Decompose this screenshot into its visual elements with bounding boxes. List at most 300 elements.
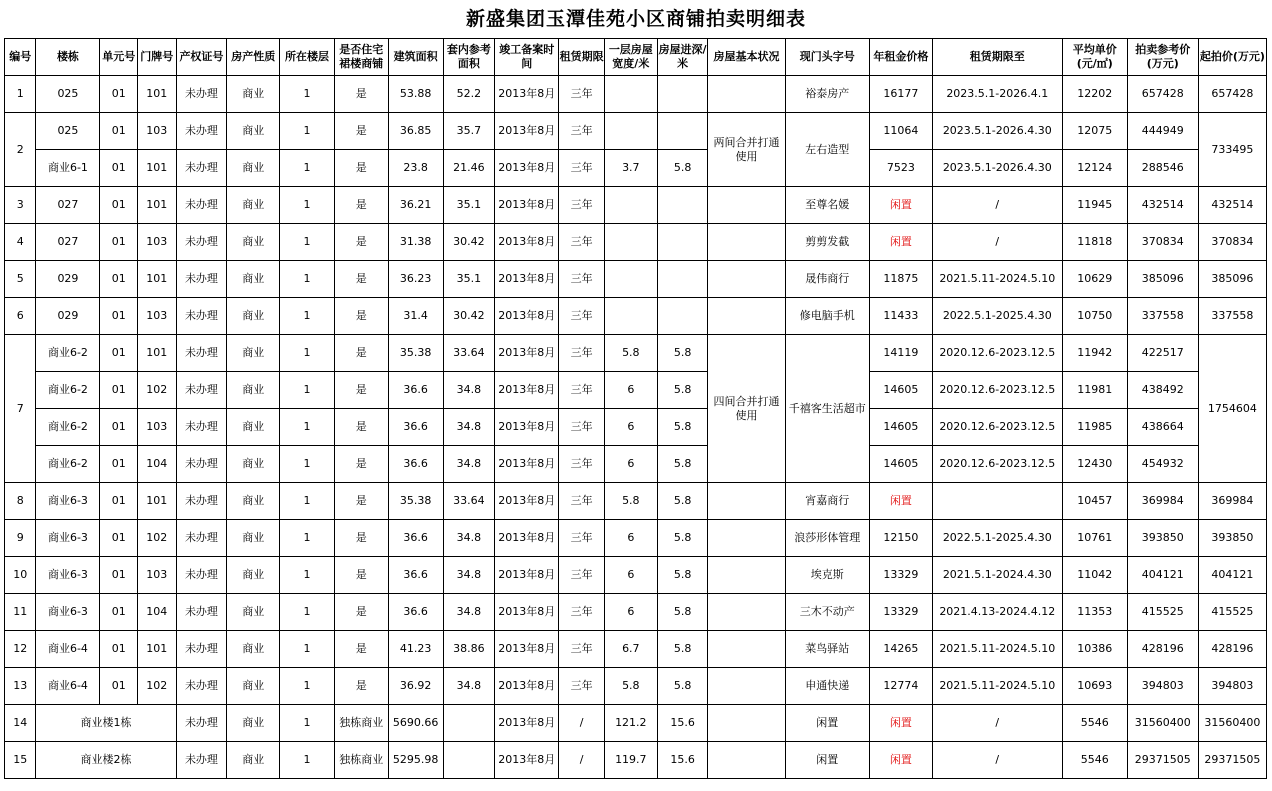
table-cell: 01 xyxy=(100,335,138,372)
table-cell: 2022.5.1-2025.4.30 xyxy=(932,298,1062,335)
table-cell: 1 xyxy=(280,409,335,446)
table-cell: 5546 xyxy=(1062,705,1127,742)
table-cell: 未办理 xyxy=(176,372,227,409)
start-price-cell: 733495 xyxy=(1198,113,1266,187)
table-cell xyxy=(657,76,708,113)
table-cell: 01 xyxy=(100,446,138,483)
table-cell: 三年 xyxy=(559,113,605,150)
header-cell: 起拍价(万元) xyxy=(1198,39,1266,76)
table-cell: 三年 xyxy=(559,446,605,483)
table-cell: 2013年8月 xyxy=(495,631,559,668)
table-cell: 1 xyxy=(280,742,335,779)
table-cell: 36.6 xyxy=(388,520,443,557)
table-cell: 29371505 xyxy=(1127,742,1198,779)
table-cell: 商业6-4 xyxy=(36,631,100,668)
table-cell: 是 xyxy=(334,594,388,631)
table-cell: 三年 xyxy=(559,150,605,187)
table-cell: / xyxy=(559,705,605,742)
table-cell: 35.1 xyxy=(443,187,495,224)
table-cell: 商业6-1 xyxy=(36,150,100,187)
header-cell: 现门头字号 xyxy=(785,39,869,76)
rent-cell: 13329 xyxy=(869,557,932,594)
table-cell: 2013年8月 xyxy=(495,742,559,779)
table-cell: 31.4 xyxy=(388,298,443,335)
table-cell: 三年 xyxy=(559,483,605,520)
table-cell: 1 xyxy=(280,631,335,668)
table-cell: 10750 xyxy=(1062,298,1127,335)
table-cell: 104 xyxy=(137,446,176,483)
table-row xyxy=(5,705,1267,742)
table-cell: / xyxy=(932,224,1062,261)
rent-cell: 13329 xyxy=(869,594,932,631)
table-cell: 36.23 xyxy=(388,261,443,298)
header-cell: 房屋基本状况 xyxy=(708,39,785,76)
start-price-cell: 369984 xyxy=(1198,483,1266,520)
sign-cell: 宵嘉商行 xyxy=(785,483,869,520)
row-number-cell: 3 xyxy=(5,187,36,224)
table-cell: 1 xyxy=(280,446,335,483)
table-cell: 商业 xyxy=(227,372,280,409)
table-cell: 52.2 xyxy=(443,76,495,113)
start-price-cell: 1754604 xyxy=(1198,335,1266,483)
sign-cell: 菜鸟驿站 xyxy=(785,631,869,668)
table-cell: 5.8 xyxy=(604,335,657,372)
table-cell: 2013年8月 xyxy=(495,483,559,520)
table-cell: 商业6-3 xyxy=(36,483,100,520)
table-cell: 商业6-3 xyxy=(36,594,100,631)
table-cell: 商业6-2 xyxy=(36,446,100,483)
table-cell: 2021.5.11-2024.5.10 xyxy=(932,261,1062,298)
table-cell: 三年 xyxy=(559,631,605,668)
table-cell: 10629 xyxy=(1062,261,1127,298)
table-row xyxy=(5,668,1267,705)
start-price-cell: 29371505 xyxy=(1198,742,1266,779)
row-number-cell: 4 xyxy=(5,224,36,261)
table-cell: 独栋商业 xyxy=(334,742,388,779)
sign-cell: 修电脑手机 xyxy=(785,298,869,335)
table-cell: 36.6 xyxy=(388,557,443,594)
table-cell: / xyxy=(932,705,1062,742)
header-cell: 一层房屋宽度/米 xyxy=(604,39,657,76)
table-cell: 01 xyxy=(100,187,138,224)
table-cell: 1 xyxy=(280,335,335,372)
table-cell: 商业 xyxy=(227,594,280,631)
table-cell xyxy=(443,742,495,779)
table-cell: 370834 xyxy=(1127,224,1198,261)
table-cell: 商业 xyxy=(227,409,280,446)
header-cell: 竣工备案时间 xyxy=(495,39,559,76)
table-cell: 商业 xyxy=(227,76,280,113)
rent-cell: 14605 xyxy=(869,409,932,446)
table-cell: 6 xyxy=(604,520,657,557)
table-cell: 101 xyxy=(137,631,176,668)
table-cell: 商业6-3 xyxy=(36,557,100,594)
table-cell: / xyxy=(932,742,1062,779)
table-cell: 商业 xyxy=(227,446,280,483)
table-cell: 未办理 xyxy=(176,224,227,261)
rent-cell: 14119 xyxy=(869,335,932,372)
rent-cell: 11064 xyxy=(869,113,932,150)
table-cell: 288546 xyxy=(1127,150,1198,187)
table-cell: 商业 xyxy=(227,335,280,372)
table-cell: 33.64 xyxy=(443,335,495,372)
table-cell: 2013年8月 xyxy=(495,76,559,113)
table-cell: 5.8 xyxy=(657,594,708,631)
status-cell xyxy=(708,483,785,520)
table-row xyxy=(5,187,1267,224)
table-cell: 三年 xyxy=(559,594,605,631)
table-cell: 1 xyxy=(280,224,335,261)
table-cell: 6 xyxy=(604,557,657,594)
table-cell: 1 xyxy=(280,298,335,335)
table-cell: 是 xyxy=(334,187,388,224)
row-number-cell: 1 xyxy=(5,76,36,113)
table-cell: 未办理 xyxy=(176,298,227,335)
table-cell: 01 xyxy=(100,594,138,631)
table-cell: 34.8 xyxy=(443,557,495,594)
row-number-cell: 2 xyxy=(5,113,36,187)
table-row xyxy=(5,594,1267,631)
table-cell: 36.6 xyxy=(388,594,443,631)
header-cell: 是否住宅裙楼商铺 xyxy=(334,39,388,76)
table-row xyxy=(5,557,1267,594)
table-cell: 33.64 xyxy=(443,483,495,520)
table-cell: 1 xyxy=(280,483,335,520)
table-cell: 是 xyxy=(334,483,388,520)
table-cell: 404121 xyxy=(1127,557,1198,594)
table-cell: 337558 xyxy=(1127,298,1198,335)
start-price-cell: 404121 xyxy=(1198,557,1266,594)
table-cell: 01 xyxy=(100,668,138,705)
table-cell: 5.8 xyxy=(657,372,708,409)
table-cell: 01 xyxy=(100,557,138,594)
table-cell xyxy=(443,705,495,742)
table-cell: 2013年8月 xyxy=(495,705,559,742)
table-row xyxy=(5,372,1267,409)
table-row xyxy=(5,76,1267,113)
row-number-cell: 13 xyxy=(5,668,36,705)
table-cell: 商业 xyxy=(227,224,280,261)
table-cell: 2023.5.1-2026.4.30 xyxy=(932,150,1062,187)
table-cell: 2013年8月 xyxy=(495,594,559,631)
table-cell: 商业 xyxy=(227,631,280,668)
table-cell: 是 xyxy=(334,335,388,372)
start-price-cell: 394803 xyxy=(1198,668,1266,705)
table-cell xyxy=(604,298,657,335)
table-cell: 438664 xyxy=(1127,409,1198,446)
auction-table xyxy=(4,38,1267,779)
table-cell: 5.8 xyxy=(657,335,708,372)
table-cell: 11981 xyxy=(1062,372,1127,409)
table-cell: 41.23 xyxy=(388,631,443,668)
start-price-cell: 432514 xyxy=(1198,187,1266,224)
table-cell: 029 xyxy=(36,298,100,335)
table-cell: 2013年8月 xyxy=(495,113,559,150)
start-price-cell: 393850 xyxy=(1198,520,1266,557)
table-cell: 104 xyxy=(137,594,176,631)
table-cell: 商业6-3 xyxy=(36,520,100,557)
table-cell: 未办理 xyxy=(176,594,227,631)
table-cell: 102 xyxy=(137,520,176,557)
table-cell: 5.8 xyxy=(657,150,708,187)
table-cell: 01 xyxy=(100,261,138,298)
table-cell: 103 xyxy=(137,113,176,150)
table-cell xyxy=(604,187,657,224)
table-cell: 35.38 xyxy=(388,483,443,520)
table-cell: 三年 xyxy=(559,335,605,372)
table-cell: 6 xyxy=(604,372,657,409)
table-cell: 商业 xyxy=(227,520,280,557)
table-cell: 商业 xyxy=(227,557,280,594)
table-cell: 15.6 xyxy=(657,742,708,779)
table-row xyxy=(5,150,1267,187)
table-cell: 31560400 xyxy=(1127,705,1198,742)
building-name-cell: 商业楼1栋 xyxy=(36,705,176,742)
table-cell: 未办理 xyxy=(176,742,227,779)
start-price-cell: 31560400 xyxy=(1198,705,1266,742)
table-cell: 2013年8月 xyxy=(495,150,559,187)
table-cell: 34.8 xyxy=(443,594,495,631)
table-row xyxy=(5,224,1267,261)
table-cell: 10761 xyxy=(1062,520,1127,557)
table-cell: 5.8 xyxy=(657,668,708,705)
table-cell: 商业 xyxy=(227,705,280,742)
header-cell: 所在楼层 xyxy=(280,39,335,76)
table-cell: 商业 xyxy=(227,298,280,335)
table-cell: 商业6-2 xyxy=(36,409,100,446)
table-cell: 5.8 xyxy=(657,631,708,668)
table-cell: 2013年8月 xyxy=(495,409,559,446)
table-cell: 15.6 xyxy=(657,705,708,742)
table-cell: 10457 xyxy=(1062,483,1127,520)
table-cell: 商业6-4 xyxy=(36,668,100,705)
table-cell: 1 xyxy=(280,520,335,557)
table-cell: 是 xyxy=(334,372,388,409)
table-cell: 商业 xyxy=(227,187,280,224)
rent-cell: 7523 xyxy=(869,150,932,187)
table-cell: 商业 xyxy=(227,668,280,705)
table-cell: 027 xyxy=(36,187,100,224)
table-cell: 657428 xyxy=(1127,76,1198,113)
table-cell: 12430 xyxy=(1062,446,1127,483)
table-cell: 01 xyxy=(100,483,138,520)
start-price-cell: 337558 xyxy=(1198,298,1266,335)
table-cell: 5.8 xyxy=(604,668,657,705)
table-cell: 闲置 xyxy=(785,742,869,779)
sign-cell: 至尊名媛 xyxy=(785,187,869,224)
table-cell: 422517 xyxy=(1127,335,1198,372)
table-cell: 三年 xyxy=(559,298,605,335)
table-cell: 是 xyxy=(334,261,388,298)
table-cell: 01 xyxy=(100,113,138,150)
table-cell: 35.7 xyxy=(443,113,495,150)
table-cell: 369984 xyxy=(1127,483,1198,520)
table-cell: 6 xyxy=(604,409,657,446)
table-cell: 01 xyxy=(100,409,138,446)
header-cell: 租赁期限 xyxy=(559,39,605,76)
table-cell: 102 xyxy=(137,372,176,409)
status-cell: 四间合并打通使用 xyxy=(708,335,785,483)
table-cell: 2013年8月 xyxy=(495,372,559,409)
table-cell: 10386 xyxy=(1062,631,1127,668)
table-cell: 53.88 xyxy=(388,76,443,113)
status-cell xyxy=(708,187,785,224)
status-cell xyxy=(708,631,785,668)
table-cell: 未办理 xyxy=(176,335,227,372)
table-cell: 5546 xyxy=(1062,742,1127,779)
table-cell: 2013年8月 xyxy=(495,187,559,224)
table-cell: 是 xyxy=(334,446,388,483)
table-row xyxy=(5,520,1267,557)
table-cell: 未办理 xyxy=(176,631,227,668)
table-cell: 是 xyxy=(334,298,388,335)
table-cell: 103 xyxy=(137,224,176,261)
table-cell: 1 xyxy=(280,187,335,224)
header-cell: 平均单价(元/㎡) xyxy=(1062,39,1127,76)
table-cell: 2022.5.1-2025.4.30 xyxy=(932,520,1062,557)
table-cell: 1 xyxy=(280,557,335,594)
table-cell: 2021.5.11-2024.5.10 xyxy=(932,631,1062,668)
rent-cell: 12774 xyxy=(869,668,932,705)
table-cell: 是 xyxy=(334,113,388,150)
table-cell: 36.21 xyxy=(388,187,443,224)
table-body xyxy=(5,76,1267,779)
sign-cell: 埃克斯 xyxy=(785,557,869,594)
table-cell: 11945 xyxy=(1062,187,1127,224)
sign-cell: 申通快递 xyxy=(785,668,869,705)
table-cell: 闲置 xyxy=(785,705,869,742)
table-cell: 2021.4.13-2024.4.12 xyxy=(932,594,1062,631)
table-cell: 101 xyxy=(137,76,176,113)
table-cell: 428196 xyxy=(1127,631,1198,668)
rent-cell: 16177 xyxy=(869,76,932,113)
table-cell: 12124 xyxy=(1062,150,1127,187)
table-cell: 11042 xyxy=(1062,557,1127,594)
rent-cell: 11875 xyxy=(869,261,932,298)
table-row xyxy=(5,631,1267,668)
table-cell: 025 xyxy=(36,113,100,150)
table-cell: 2013年8月 xyxy=(495,224,559,261)
sign-cell: 千禧客生活超市 xyxy=(785,335,869,483)
sign-cell: 浪莎形体管理 xyxy=(785,520,869,557)
table-cell: 5.8 xyxy=(604,483,657,520)
row-number-cell: 7 xyxy=(5,335,36,483)
table-cell: 21.46 xyxy=(443,150,495,187)
table-cell: 35.38 xyxy=(388,335,443,372)
table-cell: 1 xyxy=(280,705,335,742)
table-cell: 独栋商业 xyxy=(334,705,388,742)
table-cell: 未办理 xyxy=(176,705,227,742)
table-cell: 2020.12.6-2023.12.5 xyxy=(932,372,1062,409)
table-row xyxy=(5,483,1267,520)
header-cell: 单元号 xyxy=(100,39,138,76)
table-cell: 1 xyxy=(280,372,335,409)
table-cell: 38.86 xyxy=(443,631,495,668)
table-cell: 2021.5.1-2024.4.30 xyxy=(932,557,1062,594)
table-cell: 11818 xyxy=(1062,224,1127,261)
table-cell: 01 xyxy=(100,372,138,409)
table-cell: 34.8 xyxy=(443,520,495,557)
table-cell: 是 xyxy=(334,76,388,113)
table-cell: 11353 xyxy=(1062,594,1127,631)
table-cell: 1 xyxy=(280,113,335,150)
table-cell: 未办理 xyxy=(176,483,227,520)
table-cell: 101 xyxy=(137,150,176,187)
table-cell: 1 xyxy=(280,261,335,298)
start-price-cell: 657428 xyxy=(1198,76,1266,113)
status-cell xyxy=(708,557,785,594)
rent-cell: 14265 xyxy=(869,631,932,668)
table-cell: 三年 xyxy=(559,76,605,113)
table-cell: 3.7 xyxy=(604,150,657,187)
status-cell xyxy=(708,76,785,113)
table-cell: 三年 xyxy=(559,557,605,594)
header-cell: 拍卖参考价(万元) xyxy=(1127,39,1198,76)
header-cell: 年租金价格 xyxy=(869,39,932,76)
table-cell: 5.8 xyxy=(657,409,708,446)
table-cell: 31.38 xyxy=(388,224,443,261)
table-cell: 未办理 xyxy=(176,446,227,483)
table-cell: 12075 xyxy=(1062,113,1127,150)
table-cell: 36.6 xyxy=(388,409,443,446)
table-cell: 101 xyxy=(137,483,176,520)
table-cell: 5.8 xyxy=(657,446,708,483)
header-cell: 楼栋 xyxy=(36,39,100,76)
rent-cell: 闲置 xyxy=(869,187,932,224)
table-row xyxy=(5,113,1267,150)
header-cell: 编号 xyxy=(5,39,36,76)
rent-cell: 11433 xyxy=(869,298,932,335)
table-cell: 10693 xyxy=(1062,668,1127,705)
table-cell: 1 xyxy=(280,668,335,705)
table-cell: 01 xyxy=(100,76,138,113)
table-cell: 6 xyxy=(604,594,657,631)
table-cell: 2013年8月 xyxy=(495,446,559,483)
table-cell: 30.42 xyxy=(443,224,495,261)
table-cell: 103 xyxy=(137,409,176,446)
header-cell: 门牌号 xyxy=(137,39,176,76)
table-cell: 5.8 xyxy=(657,557,708,594)
table-cell: 34.8 xyxy=(443,372,495,409)
table-cell: 34.8 xyxy=(443,668,495,705)
table-cell: / xyxy=(559,742,605,779)
table-cell xyxy=(604,113,657,150)
header-cell: 建筑面积 xyxy=(388,39,443,76)
table-cell xyxy=(708,742,785,779)
table-cell: 121.2 xyxy=(604,705,657,742)
table-cell: 2023.5.1-2026.4.1 xyxy=(932,76,1062,113)
sign-cell: 晟伟商行 xyxy=(785,261,869,298)
table-cell: 2020.12.6-2023.12.5 xyxy=(932,446,1062,483)
table-cell: 6.7 xyxy=(604,631,657,668)
header-cell: 房产性质 xyxy=(227,39,280,76)
start-price-cell: 385096 xyxy=(1198,261,1266,298)
table-cell xyxy=(708,705,785,742)
table-cell: 2013年8月 xyxy=(495,557,559,594)
table-cell: 商业 xyxy=(227,113,280,150)
table-cell: 23.8 xyxy=(388,150,443,187)
table-cell: 01 xyxy=(100,150,138,187)
table-cell: 是 xyxy=(334,224,388,261)
start-price-cell: 415525 xyxy=(1198,594,1266,631)
row-number-cell: 8 xyxy=(5,483,36,520)
sign-cell: 剪剪发截 xyxy=(785,224,869,261)
table-cell: 2013年8月 xyxy=(495,298,559,335)
table-cell: 未办理 xyxy=(176,409,227,446)
table-cell: 36.85 xyxy=(388,113,443,150)
row-number-cell: 6 xyxy=(5,298,36,335)
table-cell: 2013年8月 xyxy=(495,335,559,372)
